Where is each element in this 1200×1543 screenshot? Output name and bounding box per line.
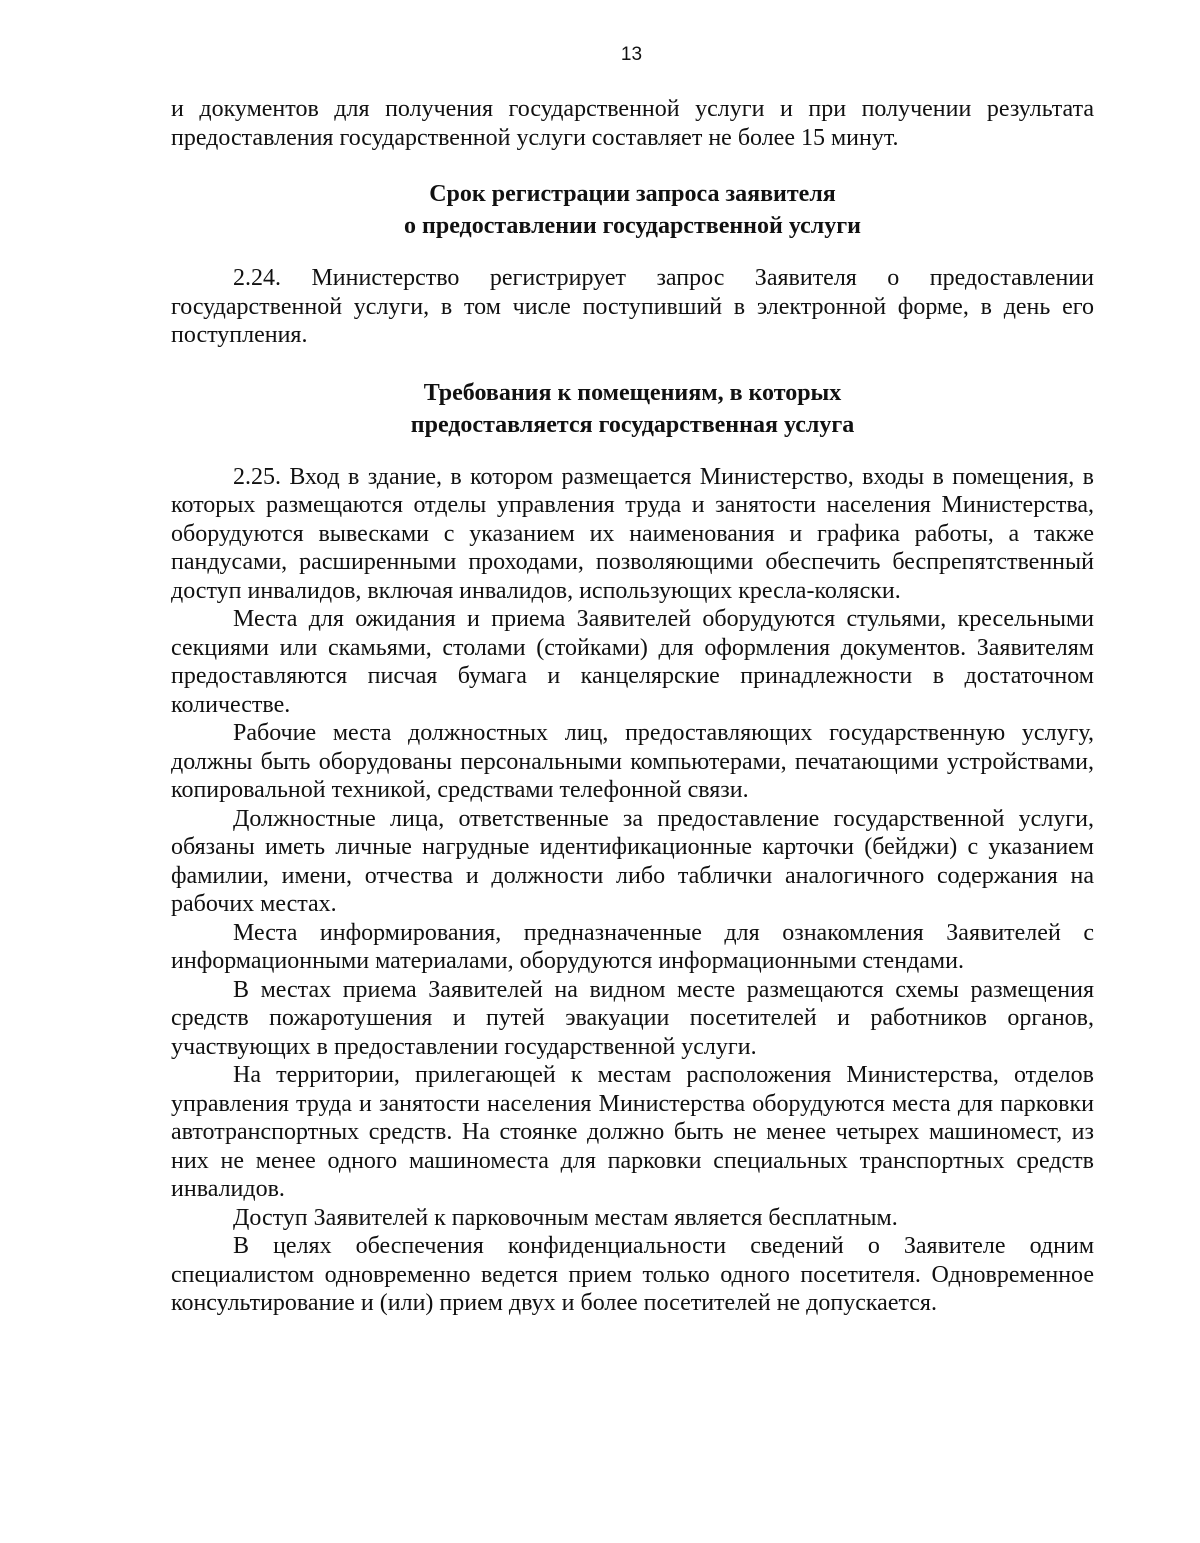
paragraph-waiting-areas: Места для ожидания и приема Заявителей оборудуются стульями, кресельными секциями или скамьями, столами (стойками) для оформления документов. Заявителям предоставляются писчая бумага и канцелярские принадлежности в достаточном количестве. [171, 606, 1094, 718]
paragraph-confidentiality: В целях обеспечения конфиденциальности сведений о Заявителе одним специалистом одновременно ведется прием только одного посетителя. Одновременное консультирование и (или) прием двух и более посетителей не допускается. [171, 1233, 1094, 1316]
heading-premises-line2: предоставляется государственная услуга [410, 411, 855, 438]
paragraph-parking: На территории, прилегающей к местам расположения Министерства, отделов управления труда и занятости населения Министерства оборудуются места для парковки автотранспортных средств. На стоянке должно быть не менее четырех машиномест, из них не менее одного машиноместа для парковки специальных транспортных средств инвалидов. [171, 1062, 1094, 1202]
paragraph-workplaces: Рабочие места должностных лиц, предоставляющих государственную услугу, должны быть оборудованы персональными компьютерами, печатающими устройствами, копировальной техникой, средствами телефонной связи. [171, 720, 1094, 803]
paragraph-info-stands: Места информирования, предназначенные для ознакомления Заявителей с информационными материалами, оборудуются информационными стендами. [171, 919, 1094, 974]
heading-premises-requirements [171, 377, 1094, 441]
paragraph-2-24: 2.24. Министерство регистрирует запрос Заявителя о предоставлении государственной услуги, в том числе поступивший в электронной форме, в день его поступления. [171, 265, 1094, 348]
heading-registration-deadline [171, 178, 1094, 242]
paragraph-badges: Должностные лица, ответственные за предоставление государственной услуги, обязаны иметь личные нагрудные идентификационные карточки (бейджи) с указанием фамилии, имени, отчества и должности либо таблички аналогичного содержания на рабочих местах. [171, 805, 1094, 917]
heading-registration-line1: Срок регистрации запроса заявителя [429, 181, 836, 207]
paragraph-free-parking: Доступ Заявителей к парковочным местам является бесплатным. [233, 1204, 898, 1231]
paragraph-2-25: 2.25. Вход в здание, в котором размещается Министерство, входы в помещения, в которых размещаются отделы управления труда и занятости населения Министерства, оборудуются вывесками с указанием их наименования и графика работы, а также пандусами, расширенными проходами, позволяющими обеспечить беспрепятственный доступ инвалидов, включая инвалидов, использующих кресла-коляски. [171, 463, 1094, 604]
heading-premises-line1: Требования к помещениям, в которых [423, 379, 842, 406]
heading-registration-line2: о предоставлении государственной услуги [404, 213, 861, 239]
page-number: 13 [620, 44, 643, 65]
document-body [171, 95, 1094, 1318]
intro-paragraph: и документов для получения государственной услуги и при получении результата предоставления государственной услуги составляет не более 15 минут. [171, 96, 1094, 151]
paragraph-evacuation-plans: В местах приема Заявителей на видном месте размещаются схемы размещения средств пожаротушения и путей эвакуации посетителей и работников органов, участвующих в предоставлении государственной услуги. [171, 976, 1094, 1060]
